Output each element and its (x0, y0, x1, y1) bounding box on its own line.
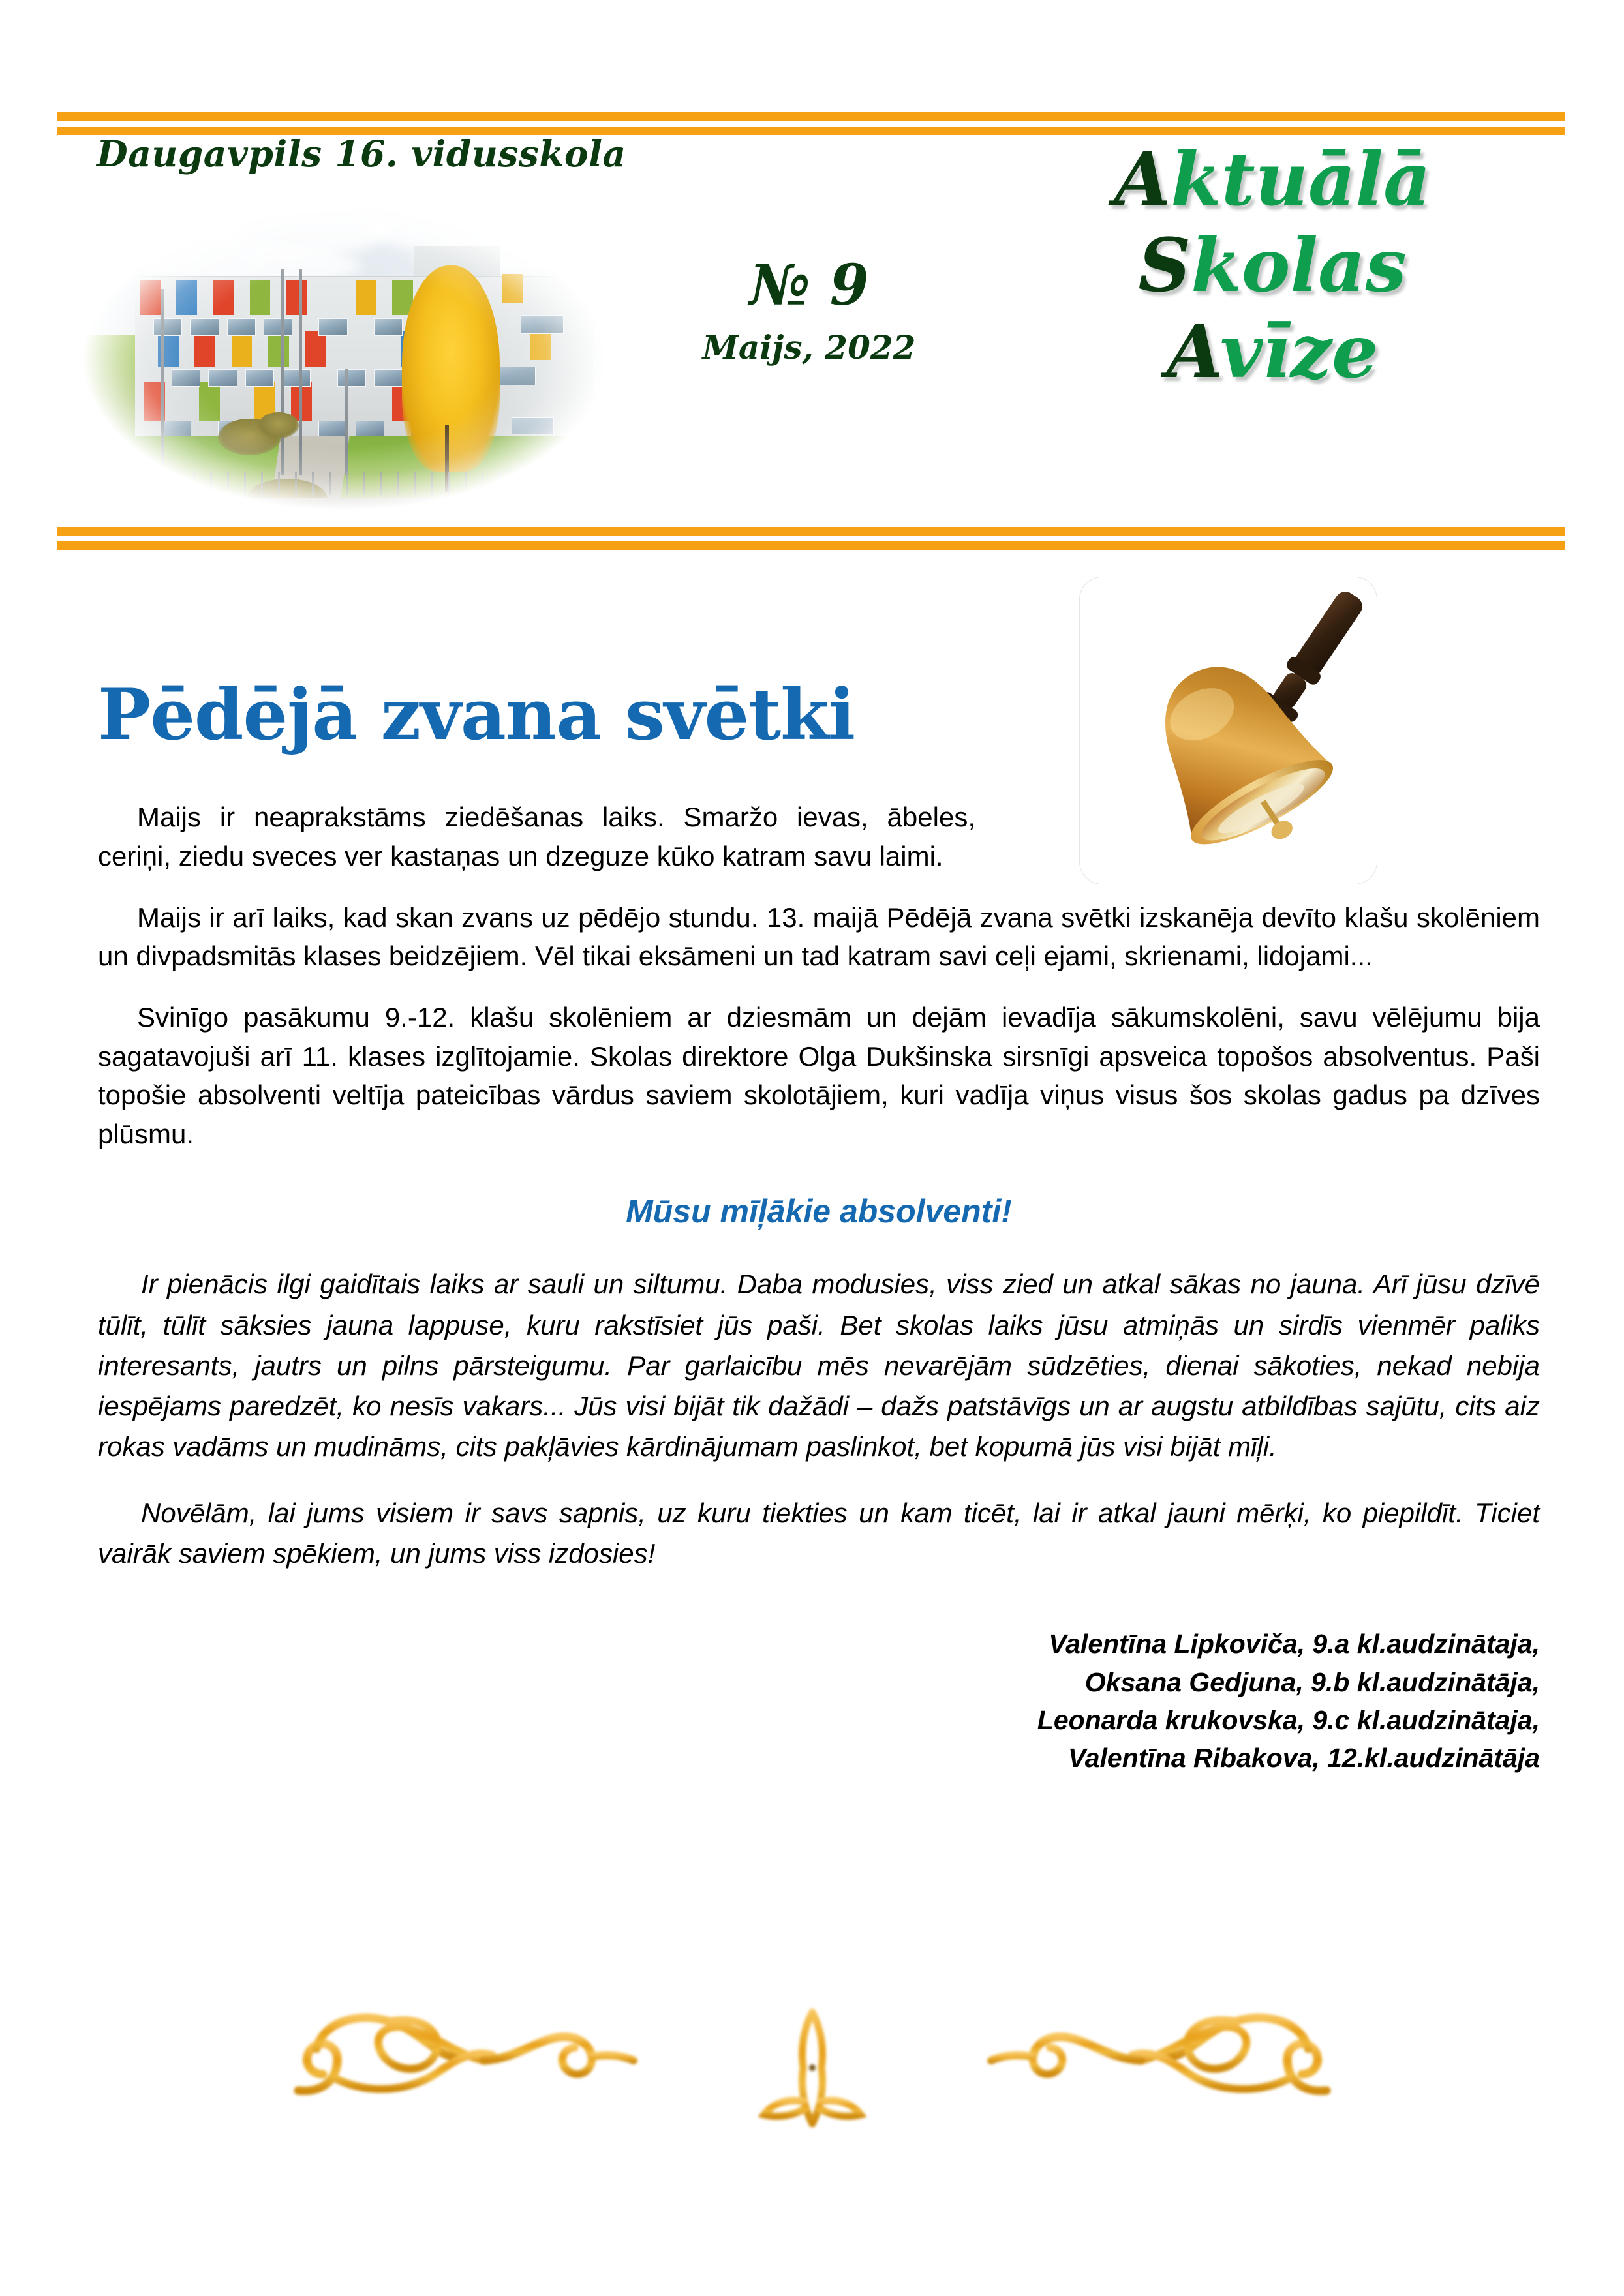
ornament-center-fleur (764, 2012, 861, 2124)
photo-window (356, 421, 384, 436)
photo-lamp-post (161, 289, 164, 482)
divider-bar-upper (57, 112, 1565, 121)
masthead-line-2-rest: kolas (1191, 223, 1407, 309)
article-paragraph: Maijs ir arī laiks, kad skan zvans uz pēdējo stundu. 13. maijā Pēdējā zvana svētki izskanēja devīto klašu skolēniem un divpadsmitās klases beidzējiem. Vēl tikai eksāmeni un tad katram savi ceļi ejami, skrienami, lidojami... (98, 901, 1540, 972)
photo-window (337, 369, 366, 386)
photo-window (374, 318, 403, 335)
photo-window (162, 421, 191, 436)
page-title: Pēdējā zvana svētki (98, 674, 855, 756)
letter-paragraph: Ir pienācis ilgi gaidītais laiks ar sauli un siltumu. Daba modusies, viss zied un atkal sākas no jauna. Arī jūsu dzīvē tūlīt, tūlīt sāksies jauna lappuse, kuru rakstīsiet jūs paši. Bet skolas laiks jūsu atmiņās un sirdīs vienmēr paliks interesants, jautrs un pilns pārsteigumu. Par garlaicību mēs nevarējām sūdzēties, dienai sākoties, nekad nebija iespējams paredzēt, ko nesīs vakars... Jūs visi bijāt tik dažādi – dažs patstāvīgs un ar augstu atbildības sajūtu, cits aiz rokas vadāms un mudināms, cits pakļāvies kārdinājumam paslinkot, bet kopumā jūs visi bijāt mīļi. (98, 1269, 1540, 1462)
divider-bar-lower (57, 541, 1565, 550)
photo-facade-panel (356, 280, 376, 315)
photo-facade-panel (286, 280, 307, 315)
photo-window (493, 367, 536, 385)
divider-bar-upper (57, 527, 1565, 536)
ornament-right-scroll (991, 2017, 1326, 2091)
masthead-line-1-rest: ktuālā (1171, 137, 1431, 222)
photo-window (318, 421, 347, 436)
masthead-title (992, 137, 1553, 395)
masthead-dropcap-a2: A (1166, 309, 1220, 395)
article-paragraph: Maijs ir neaprakstāms ziedēšanas laiks. Smaržo ievas, ābeles, ceriņi, ziedu sveces ver kastaņas un dzeguze kūko katram savu laimi. (98, 802, 975, 872)
photo-main-building (135, 276, 594, 437)
photo-window (282, 369, 311, 386)
photo-facade-panel (502, 274, 523, 303)
photo-green-annex (69, 335, 144, 432)
divider-gap (57, 536, 1565, 541)
photo-shrub (258, 412, 299, 439)
issue-date: Maijs, 2022 (702, 328, 916, 367)
photo-facade-panel (268, 331, 289, 367)
letter-paragraph: Novēlām, lai jums visiem ir savs sapnis, uz kuru tiekties un kam ticēt, lai ir atkal jauni mērķi, ko piepildīt. Ticiet vairāk saviem spēkiem, un jums viss izdosies! (98, 1498, 1540, 1569)
photo-autumn-tree (402, 265, 500, 472)
school-name: Daugavpils 16. vidusskola (97, 132, 626, 175)
article-subheading: Mūsu mīļākie absolventi! (626, 1193, 1012, 1230)
photo-window (374, 369, 403, 386)
ornament-left-scroll (298, 2017, 634, 2091)
issue-number: № 9 (749, 252, 869, 318)
photo-window (172, 369, 200, 386)
article-paragraph: Svinīgo pasākumu 9.-12. klašu skolēniem ar dziesmām un dejām ievadīja sākumskolēni, savu vēlējumu bija sagatavojuši arī 11. klases izglītojamie. Skolas direktore Olga Dukšinska sirsnīgi apsveica topošos absolventus. Paši topošie absolventi veltīja pateicības vārdus saviem skolotājiem, kuri vadīja viņus visus šos skolas gadus pa dzīves plūsmu. (98, 1001, 1540, 1149)
signature-block (98, 1625, 1540, 1777)
photo-window (264, 318, 292, 335)
photo-lamp-post (345, 369, 348, 475)
photo-facade-panel (213, 280, 234, 315)
photo-facade-panel (305, 331, 326, 367)
photo-window (153, 318, 182, 335)
gold-filigree-ornament (251, 1993, 1373, 2143)
article-body (98, 674, 1540, 1777)
photo-window (521, 315, 563, 334)
masthead-dropcap-s: S (1138, 223, 1191, 309)
issue-block (639, 252, 979, 367)
photo-window (208, 369, 237, 386)
photo-flag-pole (299, 269, 302, 475)
photo-pavement (57, 498, 632, 525)
signature-line: Valentīna Lipkoviča, 9.a kl.audzinātaja, (1049, 1629, 1540, 1659)
newsletter-header (0, 124, 1624, 525)
header-divider-rule (57, 527, 1565, 550)
school-building-photo (57, 192, 632, 525)
signature-line: Oksana Gedjuna, 9.b kl.audzinātāja, (1084, 1667, 1540, 1697)
photo-window (318, 318, 347, 335)
photo-fence (74, 472, 614, 495)
signature-line: Valentīna Ribakova, 12.kl.audzinātāja (1067, 1743, 1540, 1774)
photo-facade-panel (176, 280, 197, 315)
masthead-line-2 (992, 223, 1553, 309)
photo-facade-panel (140, 280, 161, 315)
photo-facade-panel (194, 331, 215, 367)
masthead-dropcap-a: A (1114, 137, 1171, 222)
photo-window (512, 417, 554, 434)
masthead-line-3-rest: vīze (1219, 309, 1379, 395)
masthead-line-1 (992, 137, 1553, 223)
photo-facade-panel (199, 382, 220, 421)
photo-window (245, 369, 274, 386)
photo-facade-panel (232, 331, 253, 367)
masthead-line-3 (992, 309, 1553, 395)
photo-flag-pole (281, 269, 284, 475)
photo-window (190, 318, 219, 335)
ornament-icon (251, 1993, 1373, 2143)
signature-line: Leonarda krukovska, 9.c kl.audzinātaja, (1037, 1704, 1540, 1735)
photo-window (227, 318, 256, 335)
photo-facade-panel (250, 280, 271, 315)
